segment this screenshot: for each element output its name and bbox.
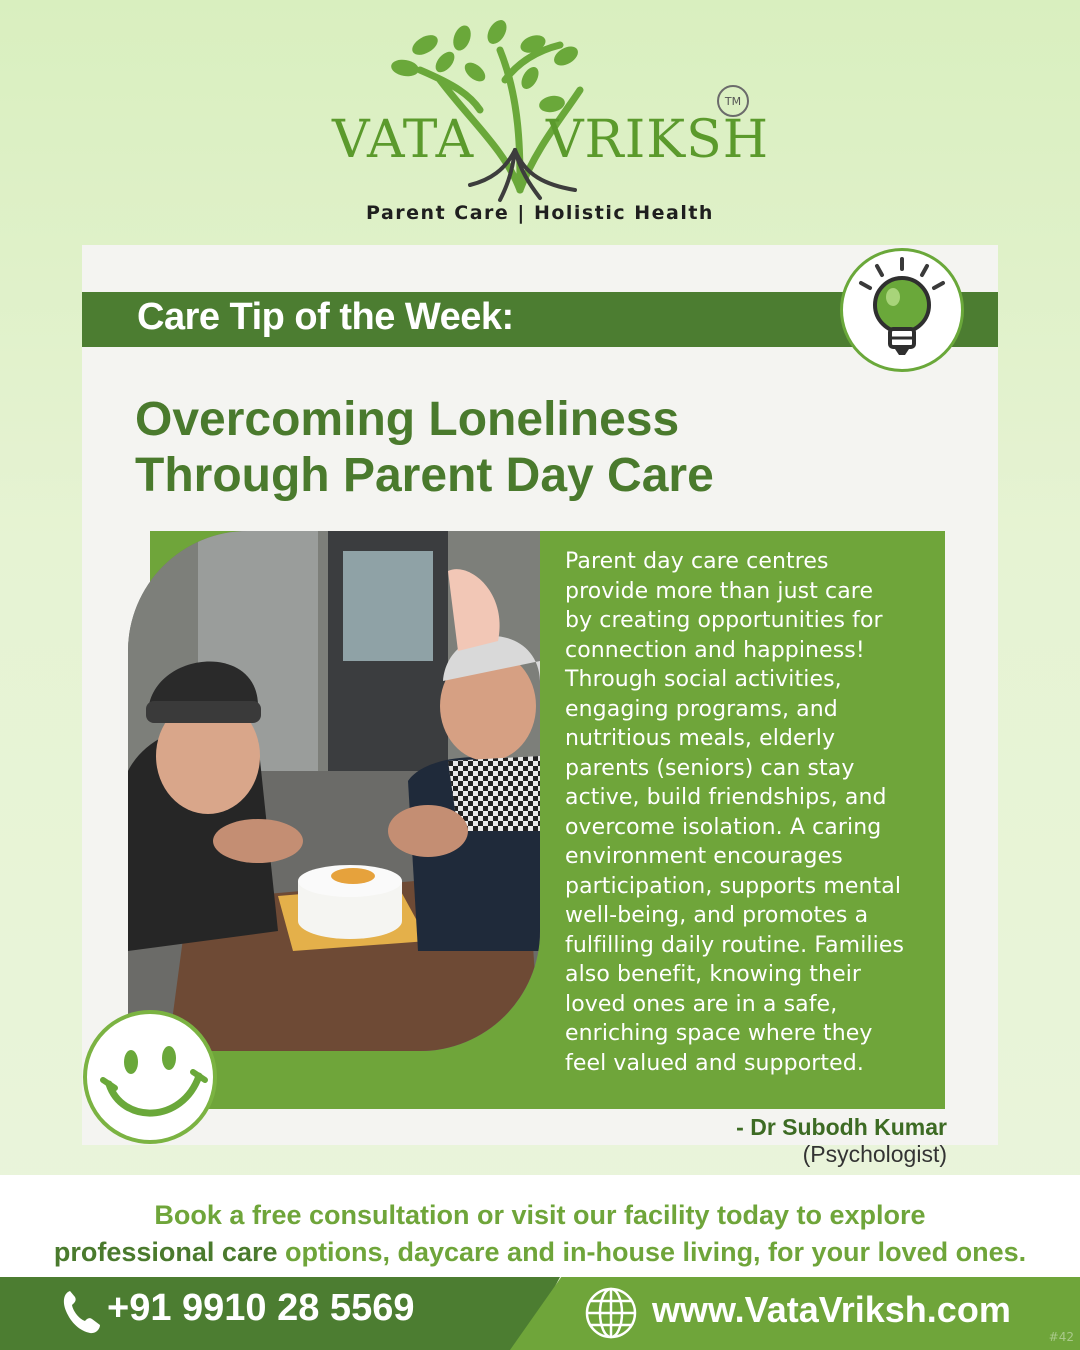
smiley-face-icon bbox=[87, 1014, 213, 1140]
body-line: Parent day care centres bbox=[565, 549, 829, 574]
headline-line-2: Through Parent Day Care bbox=[135, 449, 714, 502]
body-line: loved ones are in a safe, bbox=[565, 991, 838, 1017]
body-line: active, build friendships, and bbox=[565, 785, 887, 810]
phone-number[interactable]: +91 9910 28 5569 bbox=[107, 1287, 415, 1329]
author-credit bbox=[736, 1114, 947, 1168]
cta-line-1: Book a free consultation or visit our facility today to explore bbox=[154, 1200, 926, 1230]
globe-icon bbox=[584, 1286, 638, 1340]
body-line: nutritious meals, elderly bbox=[565, 726, 836, 751]
body-line: Through social activities, bbox=[565, 667, 842, 692]
body-line: feel valued and supported. bbox=[565, 1050, 864, 1076]
body-line: fulfilling daily routine. Families bbox=[565, 932, 905, 958]
phone-icon bbox=[62, 1289, 102, 1335]
website-link[interactable]: www.VataVriksh.com bbox=[652, 1289, 1011, 1330]
seniors-photo bbox=[128, 531, 540, 1051]
body-line: well-being, and promotes a bbox=[565, 903, 869, 928]
body-line: engaging programs, and bbox=[565, 696, 838, 722]
body-line: provide more than just care bbox=[565, 578, 874, 604]
body-line: by creating opportunities for bbox=[565, 608, 883, 633]
cta-line-2 bbox=[0, 1237, 1080, 1268]
body-line: environment encourages bbox=[565, 844, 843, 869]
lightbulb-badge bbox=[840, 248, 964, 372]
body-line: also benefit, knowing their bbox=[565, 962, 862, 987]
headline-line-1: Overcoming Loneliness bbox=[135, 393, 680, 446]
cta-rest: options, daycare and in-house living, for your loved ones. bbox=[277, 1237, 1027, 1267]
author-name: - Dr Subodh Kumar bbox=[736, 1114, 947, 1140]
smiley-badge bbox=[83, 1010, 217, 1144]
body-paragraph bbox=[565, 547, 937, 1078]
body-line: enriching space where they bbox=[565, 1021, 873, 1046]
logo bbox=[0, 0, 1080, 240]
brand-name-vata: VATA bbox=[332, 110, 475, 170]
lightbulb-icon bbox=[843, 251, 961, 369]
body-line: overcome isolation. A caring bbox=[565, 814, 882, 840]
brand-tagline: Parent Care | Holistic Health bbox=[366, 202, 714, 224]
author-role: (Psychologist) bbox=[802, 1141, 947, 1167]
body-line: connection and happiness! bbox=[565, 637, 865, 663]
trademark-badge: TM bbox=[717, 85, 749, 117]
tip-title: Care Tip of the Week: bbox=[137, 296, 514, 338]
body-line: parents (seniors) can stay bbox=[565, 755, 855, 781]
cta-highlight: professional care bbox=[53, 1237, 278, 1267]
brand-name-vriksh: VRIKSH bbox=[546, 110, 770, 170]
headline bbox=[135, 392, 714, 504]
post-number: #42 bbox=[1048, 1330, 1074, 1344]
body-line: participation, supports mental bbox=[565, 873, 902, 899]
